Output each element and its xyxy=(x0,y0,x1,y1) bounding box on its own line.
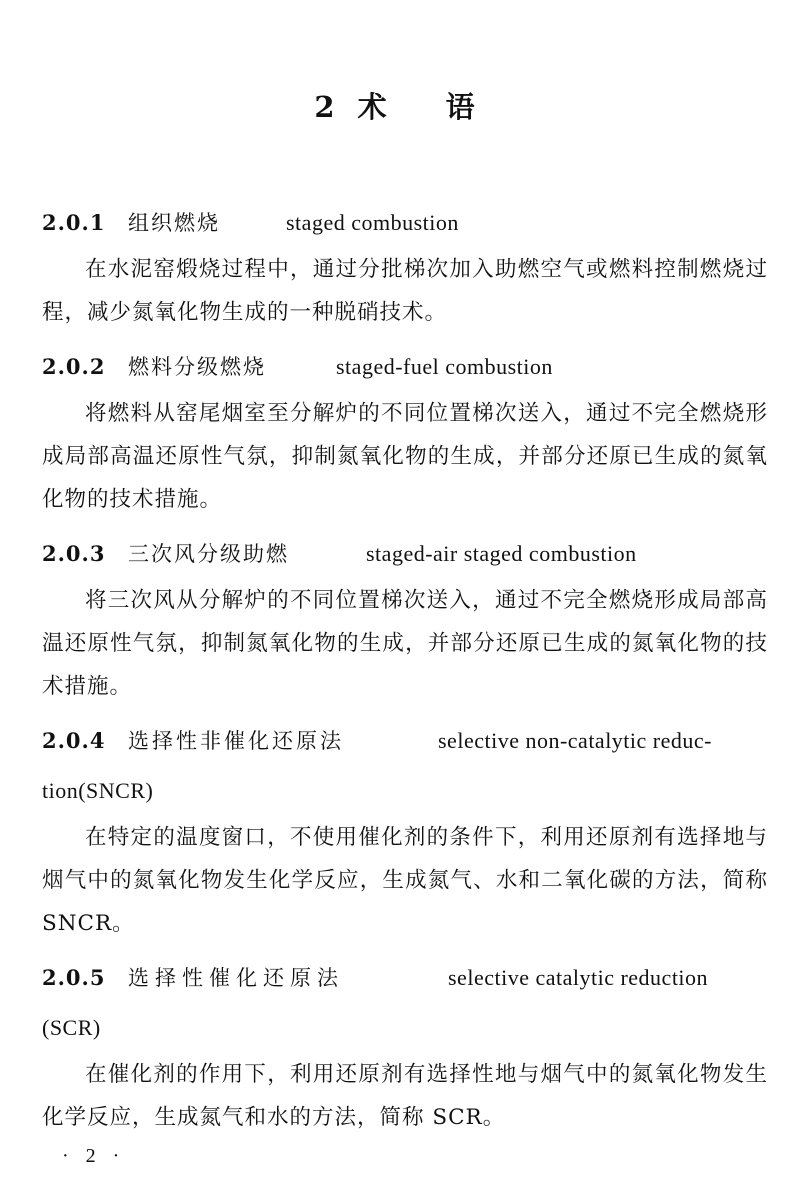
section-number: 2 xyxy=(314,90,336,124)
term-heading xyxy=(42,342,768,392)
terms-list xyxy=(42,198,768,1147)
page-number: · 2 · xyxy=(62,1145,126,1167)
term-english: selective non-catalytic reduc- xyxy=(438,728,712,753)
term-entry xyxy=(42,342,768,521)
term-number: 2.0.5 xyxy=(42,965,106,990)
term-chinese: 组织燃烧 xyxy=(128,211,220,235)
term-chinese: 选择性催化还原法 xyxy=(128,966,344,990)
term-entry xyxy=(42,716,768,945)
term-chinese: 选择性非催化还原法 xyxy=(128,729,344,753)
section-title-char-1: 术 xyxy=(357,90,388,124)
term-number: 2.0.3 xyxy=(42,541,106,566)
term-number: 2.0.4 xyxy=(42,728,106,753)
term-english-continued: (SCR) xyxy=(42,1015,101,1040)
term-heading xyxy=(42,716,768,766)
term-definition: 在特定的温度窗口，不使用催化剂的条件下，利用还原剂有选择地与烟气中的氮氧化物发生化学反应，生成氮气、水和二氧化碳的方法，简称 SNCR。 xyxy=(42,825,768,936)
term-definition: 在水泥窑煅烧过程中，通过分批梯次加入助燃空气或燃料控制燃烧过程，减少氮氧化物生成的一种脱硝技术。 xyxy=(42,257,768,325)
section-title-char-2: 语 xyxy=(445,90,476,124)
term-heading xyxy=(42,198,768,248)
term-heading xyxy=(42,953,768,1003)
term-definition: 在催化剂的作用下，利用还原剂有选择性地与烟气中的氮氧化物发生化学反应，生成氮气和水的方法，简称 SCR。 xyxy=(42,1062,768,1130)
term-number: 2.0.1 xyxy=(42,210,106,235)
term-english: staged-fuel combustion xyxy=(336,354,553,379)
term-chinese: 三次风分级助燃 xyxy=(128,542,289,566)
section-title xyxy=(0,82,790,132)
term-entry xyxy=(42,198,768,334)
term-definition: 将燃料从窑尾烟室至分解炉的不同位置梯次送入，通过不完全燃烧形成局部高温还原性气氛，抑制氮氧化物的生成，并部分还原已生成的氮氧化物的技术措施。 xyxy=(42,401,768,512)
term-chinese: 燃料分级燃烧 xyxy=(128,355,266,379)
term-english-continued: tion(SNCR) xyxy=(42,778,154,803)
term-definition: 将三次风从分解炉的不同位置梯次送入，通过不完全燃烧形成局部高温还原性气氛，抑制氮氧化物的生成，并部分还原已生成的氮氧化物的技术措施。 xyxy=(42,588,768,699)
term-heading xyxy=(42,529,768,579)
term-number: 2.0.2 xyxy=(42,354,106,379)
term-english: staged combustion xyxy=(286,210,459,235)
term-english: selective catalytic reduction xyxy=(448,965,709,990)
term-entry xyxy=(42,953,768,1139)
term-entry xyxy=(42,529,768,708)
term-english: staged-air staged combustion xyxy=(366,541,637,566)
